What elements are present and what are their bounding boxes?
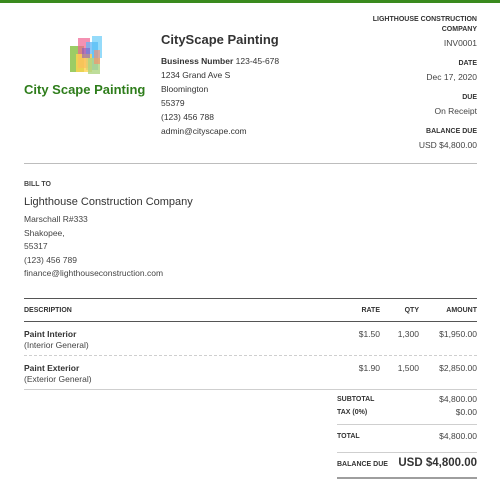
totals-divider <box>337 424 477 425</box>
bill-to-phone: (123) 456 789 <box>24 254 77 265</box>
totals-bottom-rule <box>337 477 477 479</box>
total-label: TOTAL <box>337 433 360 440</box>
subtotal-row <box>337 393 477 406</box>
total-row <box>337 430 477 443</box>
date-label: DATE <box>458 60 477 67</box>
business-address: 1234 Grand Ave S <box>161 70 231 80</box>
table-header <box>24 298 477 322</box>
tax-value: $0.00 <box>455 407 477 417</box>
item-qty: 1,300 <box>397 329 419 339</box>
item-detail: (Exterior General) <box>24 374 92 384</box>
table-row <box>24 322 477 356</box>
bill-to-label: BILL TO <box>24 181 51 188</box>
business-city: Bloomington <box>161 84 209 94</box>
tax-label: TAX (0%) <box>337 409 368 416</box>
business-number <box>161 54 341 68</box>
business-info <box>161 32 341 138</box>
due-value: On Receipt <box>434 106 477 116</box>
subtotal-value: $4,800.00 <box>439 394 477 404</box>
header-amount: AMOUNT <box>446 307 477 314</box>
item-name: Paint Exterior <box>24 363 80 373</box>
header-description: DESCRIPTION <box>24 307 72 314</box>
header-rate: RATE <box>361 307 380 314</box>
business-email[interactable]: admin@cityscape.com <box>161 126 247 136</box>
top-accent-bar <box>0 0 500 3</box>
business-number-label: Business Number <box>161 56 234 66</box>
bill-to-address: Marschall R#333 <box>24 214 88 224</box>
business-zip: 55379 <box>161 98 185 108</box>
totals-section <box>337 393 477 479</box>
balance-due-value: USD $4,800.00 <box>418 140 477 150</box>
item-name: Paint Interior <box>24 329 77 339</box>
client-name: LIGHTHOUSE CONSTRUCTION COMPANY <box>372 16 477 33</box>
item-rate: $1.50 <box>358 329 380 339</box>
cityscape-logo-icon <box>68 32 108 80</box>
date-value: Dec 17, 2020 <box>426 72 477 82</box>
business-phone: (123) 456 788 <box>161 112 214 122</box>
due-label: DUE <box>462 94 477 101</box>
item-detail: (Interior General) <box>24 340 89 350</box>
header-qty: QTY <box>404 307 419 314</box>
balance-due-total-value: USD $4,800.00 <box>398 457 477 469</box>
table-row <box>24 356 477 390</box>
item-rate: $1.90 <box>358 363 380 373</box>
totals-divider <box>337 452 477 453</box>
balance-due-total-label: BALANCE DUE <box>337 461 388 468</box>
bill-to-city: Shakopee, <box>24 227 65 238</box>
bill-to-name: Lighthouse Construction Company <box>24 196 193 208</box>
bill-to-section <box>24 181 324 281</box>
balance-due-row <box>337 458 477 471</box>
line-items-table <box>24 298 477 390</box>
item-amount: $1,950.00 <box>439 329 477 339</box>
bill-to-email[interactable]: finance@lighthouseconstruction.com <box>24 268 164 279</box>
subtotal-label: SUBTOTAL <box>337 396 375 403</box>
total-value: $4,800.00 <box>439 431 477 441</box>
header-divider <box>24 163 477 164</box>
invoice-number: INV0001 <box>443 38 477 48</box>
item-amount: $2,850.00 <box>439 363 477 373</box>
tax-row <box>337 406 477 419</box>
bill-to-zip: 55317 <box>24 241 48 252</box>
business-number-value: 123-45-678 <box>235 56 280 66</box>
logo-text: City Scape Painting <box>24 82 146 97</box>
business-name: CityScape Painting <box>161 32 279 47</box>
balance-due-label: BALANCE DUE <box>426 128 477 135</box>
invoice-meta <box>347 15 477 161</box>
item-qty: 1,500 <box>397 363 419 373</box>
